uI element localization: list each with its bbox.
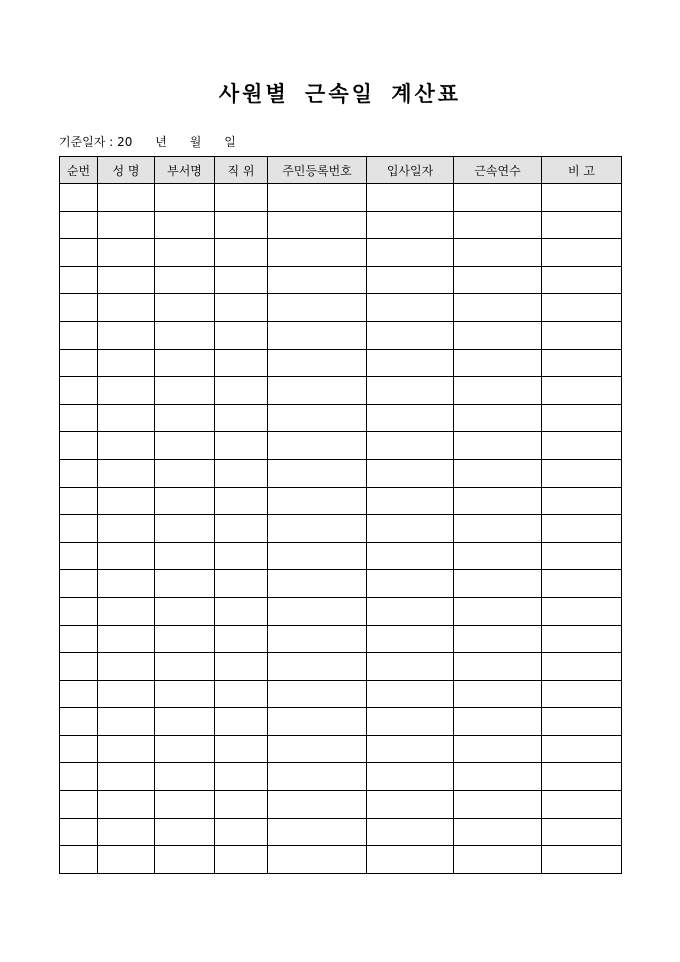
position-cell[interactable] [215, 791, 268, 819]
remarks-cell[interactable] [542, 459, 622, 487]
department-cell[interactable] [155, 321, 215, 349]
seq-cell[interactable] [60, 377, 98, 405]
table-row [60, 791, 622, 819]
years-of-service-cell[interactable] [454, 818, 542, 846]
remarks-cell[interactable] [542, 846, 622, 874]
years-of-service-cell[interactable] [454, 791, 542, 819]
department-cell[interactable] [155, 625, 215, 653]
seq-cell[interactable] [60, 487, 98, 515]
remarks-cell[interactable] [542, 211, 622, 239]
position-cell[interactable] [215, 211, 268, 239]
years-of-service-cell[interactable] [454, 432, 542, 460]
name-cell[interactable] [98, 708, 155, 736]
join-date-cell[interactable] [367, 184, 454, 212]
seq-cell[interactable] [60, 184, 98, 212]
join-date-cell[interactable] [367, 487, 454, 515]
remarks-cell[interactable] [542, 321, 622, 349]
remarks-cell[interactable] [542, 708, 622, 736]
years-of-service-cell[interactable] [454, 211, 542, 239]
seq-cell[interactable] [60, 432, 98, 460]
name-cell[interactable] [98, 735, 155, 763]
seq-cell[interactable] [60, 515, 98, 543]
base-date-year-prefix: 20 [117, 135, 133, 149]
department-cell[interactable] [155, 515, 215, 543]
resident-number-cell[interactable] [268, 735, 367, 763]
table-row [60, 653, 622, 681]
name-cell[interactable] [98, 459, 155, 487]
join-date-cell[interactable] [367, 404, 454, 432]
document-title: 사원별 근속일 계산표 [218, 81, 462, 106]
position-cell[interactable] [215, 597, 268, 625]
table-row [60, 294, 622, 322]
name-cell[interactable] [98, 791, 155, 819]
department-cell[interactable] [155, 818, 215, 846]
join-date-cell[interactable] [367, 818, 454, 846]
join-date-cell[interactable] [367, 763, 454, 791]
name-cell[interactable] [98, 487, 155, 515]
join-date-cell[interactable] [367, 211, 454, 239]
remarks-cell[interactable] [542, 184, 622, 212]
position-cell[interactable] [215, 570, 268, 598]
join-date-cell[interactable] [367, 542, 454, 570]
base-date-label: 기준일자 : [59, 135, 114, 149]
table-row [60, 708, 622, 736]
header-years-of-service: 근속연수 [454, 157, 542, 184]
table-row [60, 597, 622, 625]
resident-number-cell[interactable] [268, 487, 367, 515]
remarks-cell[interactable] [542, 818, 622, 846]
remarks-cell[interactable] [542, 432, 622, 460]
table-row [60, 321, 622, 349]
header-name: 성 명 [98, 157, 155, 184]
resident-number-cell[interactable] [268, 349, 367, 377]
name-cell[interactable] [98, 597, 155, 625]
remarks-cell[interactable] [542, 349, 622, 377]
department-cell[interactable] [155, 708, 215, 736]
resident-number-cell[interactable] [268, 625, 367, 653]
join-date-cell[interactable] [367, 570, 454, 598]
department-cell[interactable] [155, 735, 215, 763]
header-seq: 순번 [60, 157, 98, 184]
header-department: 부서명 [155, 157, 215, 184]
years-of-service-cell[interactable] [454, 570, 542, 598]
years-of-service-cell[interactable] [454, 542, 542, 570]
resident-number-cell[interactable] [268, 653, 367, 681]
seq-cell[interactable] [60, 239, 98, 267]
resident-number-cell[interactable] [268, 377, 367, 405]
join-date-cell[interactable] [367, 266, 454, 294]
seq-cell[interactable] [60, 266, 98, 294]
table-row [60, 432, 622, 460]
department-cell[interactable] [155, 294, 215, 322]
years-of-service-cell[interactable] [454, 763, 542, 791]
seq-cell[interactable] [60, 708, 98, 736]
remarks-cell[interactable] [542, 542, 622, 570]
name-cell[interactable] [98, 432, 155, 460]
seq-cell[interactable] [60, 404, 98, 432]
resident-number-cell[interactable] [268, 708, 367, 736]
remarks-cell[interactable] [542, 763, 622, 791]
department-cell[interactable] [155, 597, 215, 625]
seq-cell[interactable] [60, 211, 98, 239]
name-cell[interactable] [98, 515, 155, 543]
table-row [60, 570, 622, 598]
position-cell[interactable] [215, 542, 268, 570]
table-row [60, 625, 622, 653]
department-cell[interactable] [155, 432, 215, 460]
resident-number-cell[interactable] [268, 266, 367, 294]
join-date-cell[interactable] [367, 680, 454, 708]
seq-cell[interactable] [60, 459, 98, 487]
years-of-service-cell[interactable] [454, 184, 542, 212]
position-cell[interactable] [215, 294, 268, 322]
seq-cell[interactable] [60, 763, 98, 791]
table-row [60, 404, 622, 432]
name-cell[interactable] [98, 653, 155, 681]
header-remarks: 비 고 [542, 157, 622, 184]
years-of-service-cell[interactable] [454, 404, 542, 432]
position-cell[interactable] [215, 487, 268, 515]
join-date-cell[interactable] [367, 625, 454, 653]
resident-number-cell[interactable] [268, 570, 367, 598]
department-cell[interactable] [155, 791, 215, 819]
position-cell[interactable] [215, 404, 268, 432]
resident-number-cell[interactable] [268, 846, 367, 874]
remarks-cell[interactable] [542, 487, 622, 515]
remarks-cell[interactable] [542, 653, 622, 681]
remarks-cell[interactable] [542, 294, 622, 322]
remarks-cell[interactable] [542, 404, 622, 432]
years-of-service-cell[interactable] [454, 266, 542, 294]
seq-cell[interactable] [60, 625, 98, 653]
table-row [60, 818, 622, 846]
join-date-cell[interactable] [367, 349, 454, 377]
table-row [60, 515, 622, 543]
name-cell[interactable] [98, 294, 155, 322]
name-cell[interactable] [98, 377, 155, 405]
table-body [60, 184, 622, 874]
department-cell[interactable] [155, 763, 215, 791]
position-cell[interactable] [215, 653, 268, 681]
table-row [60, 211, 622, 239]
years-of-service-cell[interactable] [454, 459, 542, 487]
name-cell[interactable] [98, 846, 155, 874]
join-date-cell[interactable] [367, 432, 454, 460]
resident-number-cell[interactable] [268, 542, 367, 570]
position-cell[interactable] [215, 846, 268, 874]
years-of-service-cell[interactable] [454, 487, 542, 515]
department-cell[interactable] [155, 846, 215, 874]
years-of-service-cell[interactable] [454, 321, 542, 349]
resident-number-cell[interactable] [268, 791, 367, 819]
remarks-cell[interactable] [542, 239, 622, 267]
resident-number-cell[interactable] [268, 184, 367, 212]
position-cell[interactable] [215, 377, 268, 405]
remarks-cell[interactable] [542, 597, 622, 625]
position-cell[interactable] [215, 266, 268, 294]
seq-cell[interactable] [60, 846, 98, 874]
remarks-cell[interactable] [542, 570, 622, 598]
resident-number-cell[interactable] [268, 211, 367, 239]
base-date-year-unit: 년 [155, 135, 167, 149]
table-row [60, 735, 622, 763]
position-cell[interactable] [215, 735, 268, 763]
seq-cell[interactable] [60, 542, 98, 570]
table-row [60, 239, 622, 267]
resident-number-cell[interactable] [268, 763, 367, 791]
seq-cell[interactable] [60, 791, 98, 819]
department-cell[interactable] [155, 459, 215, 487]
remarks-cell[interactable] [542, 735, 622, 763]
join-date-cell[interactable] [367, 846, 454, 874]
table-row [60, 266, 622, 294]
remarks-cell[interactable] [542, 625, 622, 653]
join-date-cell[interactable] [367, 791, 454, 819]
position-cell[interactable] [215, 680, 268, 708]
name-cell[interactable] [98, 404, 155, 432]
department-cell[interactable] [155, 377, 215, 405]
resident-number-cell[interactable] [268, 294, 367, 322]
position-cell[interactable] [215, 515, 268, 543]
position-cell[interactable] [215, 349, 268, 377]
employee-tenure-table [59, 156, 622, 874]
position-cell[interactable] [215, 708, 268, 736]
table-row [60, 349, 622, 377]
position-cell[interactable] [215, 459, 268, 487]
years-of-service-cell[interactable] [454, 846, 542, 874]
name-cell[interactable] [98, 625, 155, 653]
years-of-service-cell[interactable] [454, 680, 542, 708]
name-cell[interactable] [98, 211, 155, 239]
name-cell[interactable] [98, 570, 155, 598]
department-cell[interactable] [155, 487, 215, 515]
position-cell[interactable] [215, 625, 268, 653]
department-cell[interactable] [155, 184, 215, 212]
department-cell[interactable] [155, 653, 215, 681]
remarks-cell[interactable] [542, 680, 622, 708]
department-cell[interactable] [155, 349, 215, 377]
years-of-service-cell[interactable] [454, 735, 542, 763]
header-position: 직 위 [215, 157, 268, 184]
department-cell[interactable] [155, 404, 215, 432]
remarks-cell[interactable] [542, 515, 622, 543]
position-cell[interactable] [215, 184, 268, 212]
years-of-service-cell[interactable] [454, 377, 542, 405]
join-date-cell[interactable] [367, 459, 454, 487]
resident-number-cell[interactable] [268, 404, 367, 432]
resident-number-cell[interactable] [268, 597, 367, 625]
department-cell[interactable] [155, 266, 215, 294]
join-date-cell[interactable] [367, 377, 454, 405]
table-row [60, 763, 622, 791]
resident-number-cell[interactable] [268, 680, 367, 708]
position-cell[interactable] [215, 763, 268, 791]
table-header-row [60, 157, 622, 184]
years-of-service-cell[interactable] [454, 515, 542, 543]
name-cell[interactable] [98, 680, 155, 708]
years-of-service-cell[interactable] [454, 625, 542, 653]
seq-cell[interactable] [60, 680, 98, 708]
department-cell[interactable] [155, 211, 215, 239]
name-cell[interactable] [98, 763, 155, 791]
resident-number-cell[interactable] [268, 818, 367, 846]
years-of-service-cell[interactable] [454, 653, 542, 681]
table-row [60, 680, 622, 708]
join-date-cell[interactable] [367, 294, 454, 322]
table-row [60, 487, 622, 515]
table-row [60, 184, 622, 212]
seq-cell[interactable] [60, 294, 98, 322]
remarks-cell[interactable] [542, 791, 622, 819]
department-cell[interactable] [155, 239, 215, 267]
seq-cell[interactable] [60, 321, 98, 349]
resident-number-cell[interactable] [268, 321, 367, 349]
resident-number-cell[interactable] [268, 515, 367, 543]
seq-cell[interactable] [60, 735, 98, 763]
seq-cell[interactable] [60, 597, 98, 625]
join-date-cell[interactable] [367, 708, 454, 736]
seq-cell[interactable] [60, 570, 98, 598]
table-row [60, 846, 622, 874]
department-cell[interactable] [155, 680, 215, 708]
join-date-cell[interactable] [367, 653, 454, 681]
position-cell[interactable] [215, 239, 268, 267]
name-cell[interactable] [98, 184, 155, 212]
remarks-cell[interactable] [542, 266, 622, 294]
join-date-cell[interactable] [367, 597, 454, 625]
department-cell[interactable] [155, 542, 215, 570]
base-date-line [59, 133, 236, 150]
name-cell[interactable] [98, 321, 155, 349]
join-date-cell[interactable] [367, 735, 454, 763]
seq-cell[interactable] [60, 653, 98, 681]
position-cell[interactable] [215, 432, 268, 460]
table-row [60, 459, 622, 487]
name-cell[interactable] [98, 239, 155, 267]
years-of-service-cell[interactable] [454, 708, 542, 736]
resident-number-cell[interactable] [268, 459, 367, 487]
seq-cell[interactable] [60, 349, 98, 377]
years-of-service-cell[interactable] [454, 239, 542, 267]
base-date-month-unit: 월 [189, 135, 202, 149]
resident-number-cell[interactable] [268, 239, 367, 267]
name-cell[interactable] [98, 266, 155, 294]
remarks-cell[interactable] [542, 377, 622, 405]
department-cell[interactable] [155, 570, 215, 598]
position-cell[interactable] [215, 818, 268, 846]
name-cell[interactable] [98, 542, 155, 570]
join-date-cell[interactable] [367, 239, 454, 267]
resident-number-cell[interactable] [268, 432, 367, 460]
name-cell[interactable] [98, 818, 155, 846]
seq-cell[interactable] [60, 818, 98, 846]
years-of-service-cell[interactable] [454, 349, 542, 377]
table-row [60, 377, 622, 405]
base-date-day-unit: 일 [224, 135, 236, 149]
header-resident-number: 주민등록번호 [268, 157, 367, 184]
years-of-service-cell[interactable] [454, 597, 542, 625]
header-join-date: 입사일자 [367, 157, 454, 184]
table-row [60, 542, 622, 570]
position-cell[interactable] [215, 321, 268, 349]
name-cell[interactable] [98, 349, 155, 377]
join-date-cell[interactable] [367, 515, 454, 543]
join-date-cell[interactable] [367, 321, 454, 349]
years-of-service-cell[interactable] [454, 294, 542, 322]
